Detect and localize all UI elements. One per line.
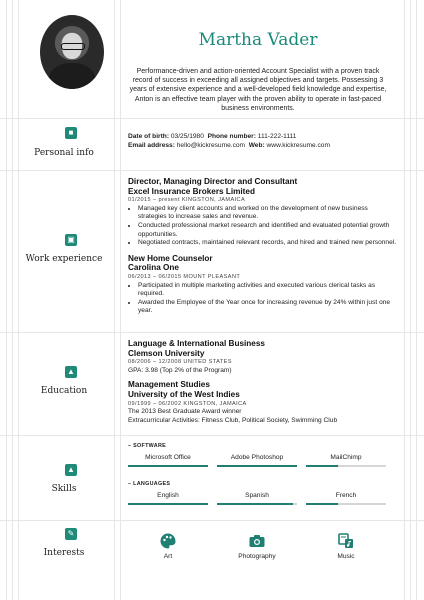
job-entry bbox=[128, 254, 398, 316]
school: University of the West Indies bbox=[128, 389, 240, 399]
interest-name: Photography bbox=[238, 553, 276, 560]
flask-icon: ▲ bbox=[65, 464, 77, 476]
software-skills bbox=[128, 454, 386, 468]
job-bullet: • Conducted professional market research and identified and evaluated potential growth opportunities. bbox=[138, 222, 398, 239]
briefcase-icon: ▣ bbox=[65, 234, 77, 246]
grid-line bbox=[120, 0, 121, 600]
dob-value: 03/25/1980 bbox=[170, 133, 204, 140]
section-divider bbox=[0, 170, 424, 171]
skill-item bbox=[128, 454, 208, 468]
job-bullet: • Participated in multiple marketing activities and executed various clerical tasks as required. bbox=[138, 282, 398, 299]
interest-name: Art bbox=[163, 553, 173, 560]
interests-block bbox=[128, 532, 398, 562]
skill-bar bbox=[306, 503, 386, 505]
skill-bar bbox=[128, 465, 208, 467]
interest-item bbox=[217, 532, 297, 562]
skill-bar-fill bbox=[217, 503, 293, 505]
education-note: GPA: 3.98 (Top 2% of the Program) bbox=[128, 366, 232, 374]
job-title: Director, Managing Director and Consultant bbox=[128, 177, 298, 186]
skill-bar bbox=[128, 503, 208, 505]
education-list bbox=[128, 339, 398, 425]
skill-bar-fill bbox=[128, 503, 208, 505]
skill-name: French bbox=[335, 491, 357, 499]
section-label-skills: Skills bbox=[51, 484, 77, 494]
job-company: Excel Insurance Brokers Limited bbox=[128, 186, 255, 196]
grid-line bbox=[6, 0, 7, 600]
job-meta: 06/2013 – 06/2015 MOUNT PLEASANT bbox=[128, 273, 241, 280]
skill-item bbox=[128, 492, 208, 506]
section-label-interests: Interests bbox=[43, 548, 85, 558]
interests-row bbox=[128, 532, 386, 562]
skill-bar-fill bbox=[306, 465, 338, 467]
section-divider bbox=[0, 520, 424, 521]
skill-name: Spanish bbox=[245, 491, 269, 499]
skill-name: Microsoft Office bbox=[145, 453, 191, 461]
job-bullet: • Awarded the Employee of the Year once for increasing revenue by 24% within just one year. bbox=[138, 299, 398, 316]
interest-item bbox=[306, 532, 386, 562]
skill-name: English bbox=[157, 491, 179, 499]
skill-bar-fill bbox=[306, 503, 338, 505]
interest-name: Music bbox=[337, 553, 355, 560]
job-company: Carolina One bbox=[128, 263, 179, 273]
education-note: Extracurricular Activities: Fitness Club, Political Society, Swimming Club bbox=[128, 416, 338, 424]
email-label: Email address: bbox=[128, 141, 175, 149]
skill-bar bbox=[217, 465, 297, 467]
section-label-personal: Personal info bbox=[34, 148, 94, 158]
resume-name: Martha Vader bbox=[198, 30, 318, 50]
degree: Language & International Business bbox=[128, 339, 265, 348]
id-card-icon: ■ bbox=[65, 127, 77, 139]
summary-text: Performance-driven and action-oriented Account Specialist with a proven track record of success in exceeding all assigned objectives and targets. Possessing 3 years of extensive experience and a well-developed field knowledge and expertise, Anton is an effective team player with the proven ability to operate in fast-paced business environments. bbox=[129, 68, 387, 112]
skills-block bbox=[128, 442, 398, 505]
palette-icon bbox=[159, 532, 177, 550]
skill-bar-fill bbox=[217, 465, 297, 467]
skill-bar bbox=[217, 503, 297, 505]
skill-item bbox=[306, 454, 386, 468]
school: Clemson University bbox=[128, 348, 205, 358]
grid-line bbox=[114, 0, 115, 600]
education-entry bbox=[128, 380, 398, 425]
skill-name: MailChimp bbox=[330, 453, 362, 461]
section-divider bbox=[0, 118, 424, 119]
interest-item bbox=[128, 532, 208, 562]
grid-line bbox=[410, 0, 411, 600]
skill-item bbox=[217, 492, 297, 506]
feather-icon: ✎ bbox=[65, 528, 77, 540]
music-sheet-icon bbox=[337, 532, 355, 550]
grid-line bbox=[18, 0, 19, 600]
web-label: Web: bbox=[248, 141, 265, 149]
education-note: The 2013 Best Graduate Award winner bbox=[128, 408, 242, 416]
skill-bar bbox=[306, 465, 386, 467]
avatar bbox=[40, 15, 104, 89]
education-entry bbox=[128, 339, 398, 375]
grid-line bbox=[12, 0, 13, 600]
graduation-cap-icon: ▲ bbox=[65, 366, 77, 378]
phone-value: 111-222-1111 bbox=[257, 133, 297, 140]
job-entry bbox=[128, 177, 398, 248]
skill-item bbox=[217, 454, 297, 468]
section-label-experience: Work experience bbox=[25, 254, 103, 264]
dob-label: Date of birth: bbox=[128, 133, 170, 140]
software-heading: – SOFTWARE bbox=[128, 443, 167, 449]
section-label-education: Education bbox=[40, 386, 88, 396]
web-value[interactable]: www.kickresume.com bbox=[266, 141, 330, 149]
section-divider bbox=[0, 435, 424, 436]
grid-line bbox=[416, 0, 417, 600]
phone-label: Phone number: bbox=[207, 133, 256, 140]
email-value[interactable]: hello@kickresume.com bbox=[176, 141, 246, 149]
skill-item bbox=[306, 492, 386, 506]
skill-name: Adobe Photoshop bbox=[230, 453, 284, 461]
job-bullet: • Managed key client accounts and worked on the development of new business strategies to increase sales and revenue. bbox=[138, 205, 398, 222]
education-meta: 09/1999 – 06/2002 KINGSTON, JAMAICA bbox=[128, 400, 247, 407]
camera-icon bbox=[248, 532, 266, 550]
languages-heading: – LANGUAGES bbox=[128, 481, 171, 488]
section-divider bbox=[0, 332, 424, 333]
personal-info bbox=[128, 133, 398, 150]
job-bullet: • Negotiated contracts, maintained relevant records, and hired and trained new personnel. bbox=[138, 239, 398, 248]
job-meta: 01/2015 – present KINGSTON, JAMAICA bbox=[128, 197, 246, 204]
grid-line bbox=[404, 0, 405, 600]
language-skills bbox=[128, 492, 386, 506]
job-title: New Home Counselor bbox=[128, 253, 213, 263]
experience-list bbox=[128, 177, 398, 316]
degree: Management Studies bbox=[128, 380, 210, 390]
education-meta: 08/2006 – 12/2008 UNITED STATES bbox=[128, 359, 232, 366]
skill-bar-fill bbox=[128, 465, 208, 467]
